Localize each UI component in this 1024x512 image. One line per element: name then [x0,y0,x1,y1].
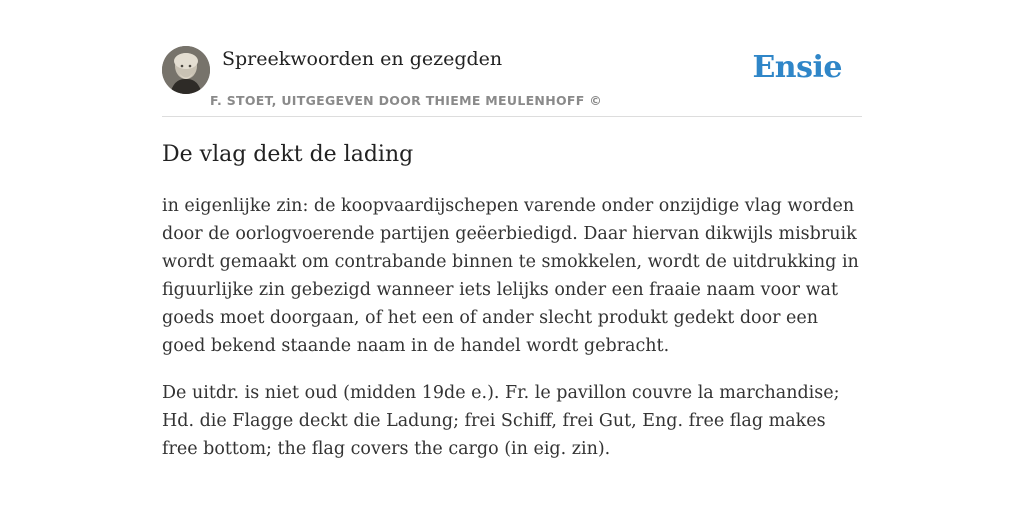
entry-body [162,192,862,482]
source-credit: F. STOET, UITGEGEVEN DOOR THIEME MEULENHOFF © [210,93,603,108]
entry-paragraph: De uitdr. is niet oud (midden 19de e.). Fr. le pavillon couvre la marchandise; Hd. die Flagge deckt die Ladung; frei Schiff, frei Gut, Eng. free flag makes free bottom; the flag covers the cargo (in eig. zin). [162,383,840,459]
entry-title: De vlag dekt de lading [162,142,414,167]
source-title[interactable]: Spreekwoorden en gezegden [222,48,503,70]
entry-paragraph: in eigenlijke zin: de koopvaardijschepen varende onder onzijdige vlag worden door de oorlogvoerende partijen geëerbiedigd. Daar hiervan dikwijls misbruik wordt gemaakt om contrabande binnen te smokkelen, wordt de uitdrukking in figuurlijke zin gebezigd wanneer iets lelijks onder een fraaie naam voor wat goeds moet doorgaan, of het een of ander slecht produkt gedekt door een goed bekend staande naam in de handel wordt gebracht. [162,196,859,356]
ensie-logo[interactable]: Ensie [752,50,842,85]
entry-card [162,46,862,459]
author-portrait-icon[interactable] [162,46,210,94]
source-header [162,46,862,117]
